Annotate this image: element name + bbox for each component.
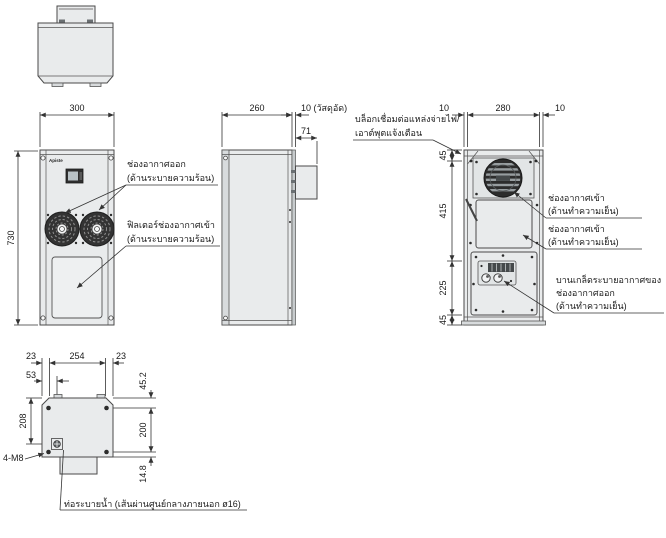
mount-hole xyxy=(46,450,51,455)
dim-rear-v-top: 45 xyxy=(438,150,448,161)
side-screw xyxy=(224,316,228,320)
inlet-upper-line2: (ด้านทำความเย็น) xyxy=(548,206,619,216)
block-tick xyxy=(291,190,296,193)
dim-bottom-208: 208 xyxy=(18,413,28,429)
bottom-duct-block xyxy=(60,457,97,474)
top-view-body xyxy=(38,23,113,83)
dim-side-depth: 260 xyxy=(249,103,265,113)
dim-rear-v-bottom: 45 xyxy=(438,314,448,326)
louver-line1: บานเกล็ดระบายอากาศของ xyxy=(556,275,662,285)
exhaust-fan-right xyxy=(80,212,114,246)
dim-rear-v-upper: 415 xyxy=(438,203,448,219)
packing-strip xyxy=(292,150,296,325)
side-connector-block xyxy=(296,166,318,199)
mount-hole xyxy=(104,406,109,411)
bottom-tab xyxy=(54,395,62,399)
power-block-line2: เอาต์พุตแจ้งเตือน xyxy=(355,128,423,138)
dim-side-block: 71 xyxy=(300,126,312,136)
air-outlet-line2: (ด้านระบายความร้อน) xyxy=(127,173,215,183)
top-view-foot xyxy=(90,83,101,87)
dim-front-height: 730 xyxy=(6,230,16,246)
dim-bottom-45-2: 45.2 xyxy=(138,372,148,390)
dim-bottom-width: 254 xyxy=(69,351,85,361)
side-body xyxy=(222,150,292,325)
louver-knob xyxy=(482,274,490,282)
block-tab xyxy=(59,20,65,24)
front-screw xyxy=(41,156,45,160)
inlet-lower-line1: ช่องอากาศเข้า xyxy=(548,224,605,234)
filter-inlet-line2: (ด้านระบายความร้อน) xyxy=(127,234,215,244)
top-view-foot xyxy=(52,83,63,87)
dim-side-packing: 10 (วัสดุอัด) xyxy=(301,103,348,113)
bottom-tab xyxy=(97,395,105,399)
control-display xyxy=(66,169,83,183)
dim-bottom-edge-right: 23 xyxy=(115,351,127,361)
rear-fan-grille xyxy=(473,158,534,198)
dim-rear-v-lower: 225 xyxy=(438,280,448,296)
front-screw xyxy=(41,316,45,320)
filter-inlet-line1: ฟิลเตอร์ช่องอากาศเข้า xyxy=(127,220,215,230)
block-tick xyxy=(291,180,296,183)
block-tick xyxy=(291,170,296,173)
power-block-line1: บล็อกเชื่อมต่อแหล่งจ่ายไฟ/ xyxy=(355,114,460,124)
dim-bottom-edge-left: 23 xyxy=(25,351,37,361)
exhaust-fan-left xyxy=(45,212,79,246)
mount-hole xyxy=(104,450,109,455)
rear-base xyxy=(462,321,546,325)
mount-hole xyxy=(46,406,51,411)
dim-rear-width: 280 xyxy=(495,103,511,113)
dim-rear-flange-left: 10 xyxy=(438,103,450,113)
side-screw xyxy=(224,156,228,160)
dim-bottom-200: 200 xyxy=(138,422,148,438)
dim-bottom-drain-offset: 53 xyxy=(25,370,37,380)
louver-line2: ช่องอากาศออก xyxy=(556,288,615,298)
inlet-lower-line2: (ด้านทำความเย็น) xyxy=(548,237,619,247)
dim-bottom-14-8: 14.8 xyxy=(138,465,148,483)
inlet-upper-line1: ช่องอากาศเข้า xyxy=(548,193,605,203)
rear-inlet-panel xyxy=(476,200,532,248)
rear-louver-panel xyxy=(471,252,537,315)
dim-front-width: 300 xyxy=(69,103,85,113)
louver-line3: (ด้านทำความเย็น) xyxy=(556,301,627,311)
louver-knob xyxy=(494,274,502,282)
drain-label: ท่อระบายน้ำ (เส้นผ่านศูนย์กลางภายนอก ø16) xyxy=(64,499,241,509)
front-screw xyxy=(109,316,113,320)
dim-rear-flange-right: 10 xyxy=(554,103,566,113)
mount-label: 4-M8 xyxy=(3,453,24,463)
brand-logo: Apiste xyxy=(49,158,63,163)
side-front-flange xyxy=(222,150,229,325)
block-tab xyxy=(87,20,93,24)
front-screw xyxy=(109,156,113,160)
air-outlet-line1: ช่องอากาศออก xyxy=(127,159,186,169)
